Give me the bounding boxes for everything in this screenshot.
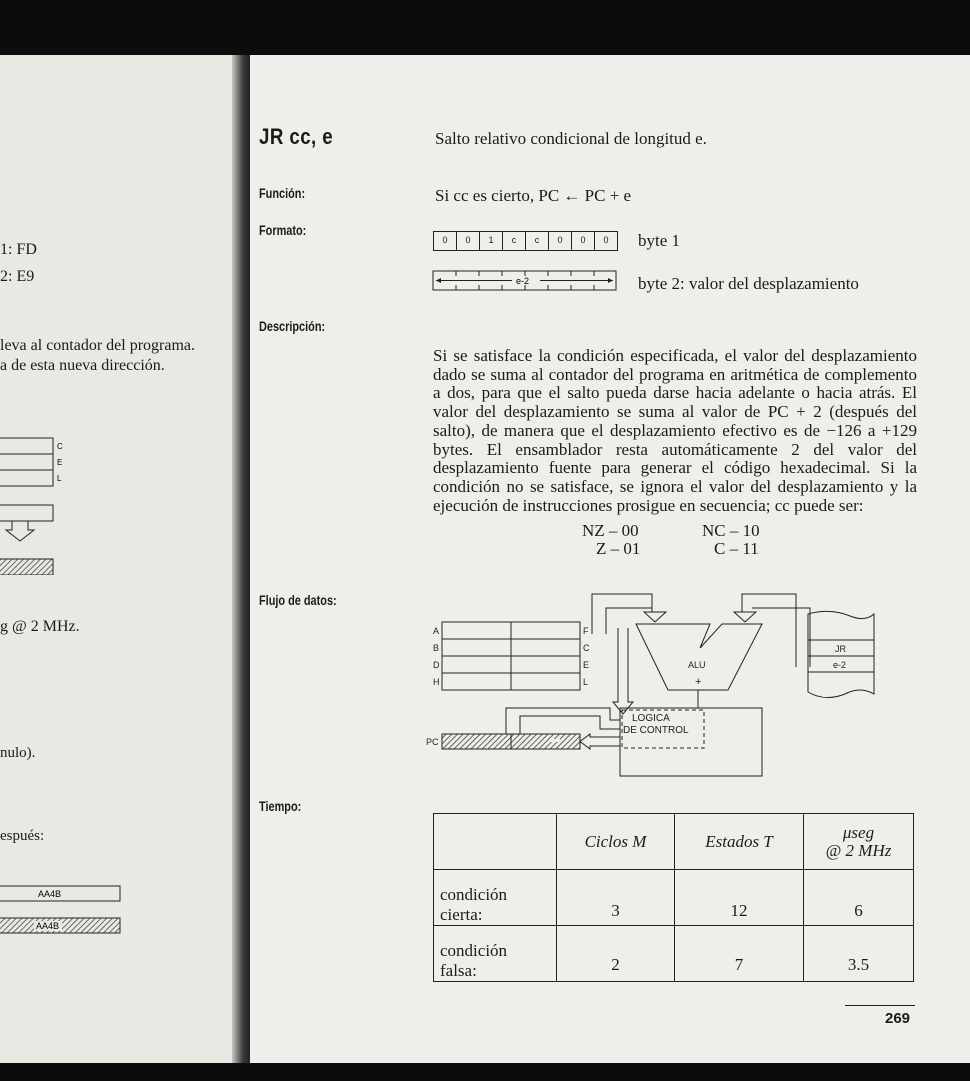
condition-nz: NZ – 00 (582, 521, 639, 540)
reg-label-l: L (583, 677, 589, 687)
byte2-field-label: e-2 (516, 276, 530, 286)
reg-label-a: A (433, 626, 440, 636)
left-register-diagram (0, 435, 70, 575)
instruction-title: JR cc, e (259, 124, 334, 149)
bit-cell: 0 (603, 235, 609, 245)
timing-useg: 3.5 (804, 926, 914, 982)
timing-ciclos: 2 (557, 926, 675, 982)
left-reg-label: L (57, 474, 62, 483)
reg-label-d: D (433, 660, 440, 670)
condition-nc: NC – 10 (702, 521, 760, 540)
timing-row-label: condición falsa: (434, 926, 557, 982)
timing-header-ciclos: Ciclos M (557, 814, 675, 870)
timing-useg: 6 (804, 870, 914, 926)
reg-label-h: H (433, 677, 440, 687)
timing-header-row (434, 814, 914, 870)
bit-cell: c (526, 232, 549, 250)
data-flow-diagram (420, 590, 882, 782)
memory-e2: e-2 (833, 660, 847, 670)
timing-ciclos: 3 (557, 870, 675, 926)
left-value-boxes (0, 883, 125, 943)
label-formato: Formato: (259, 222, 307, 238)
alu-plus: + (695, 676, 702, 688)
byte2-label: byte 2: valor del desplazamiento (638, 274, 859, 293)
timing-estados: 7 (675, 926, 804, 982)
byte2-field (432, 270, 618, 292)
timing-header-empty (434, 814, 557, 870)
timing-header-useg-unit: μseg (842, 822, 875, 842)
timing-estados: 12 (675, 870, 804, 926)
bit-cell: 0 (457, 232, 480, 250)
label-flujo: Flujo de datos: (259, 592, 337, 608)
timing-header-useg (804, 814, 914, 870)
timing-row (434, 926, 914, 982)
left-line: espués: (0, 828, 45, 844)
left-line: nulo). (0, 745, 36, 761)
reg-label-e: E (583, 660, 590, 670)
control-label-1: LOGICA (632, 713, 670, 724)
condition-z: Z – 01 (596, 539, 641, 558)
byte1-label: byte 1 (638, 231, 681, 250)
left-page (0, 55, 243, 1063)
instruction-summary: Salto relativo condicional de longitud e. (435, 129, 707, 148)
bit-cell: 0 (572, 232, 595, 250)
label-tiempo: Tiempo: (259, 798, 302, 814)
funcion-text: Si cc es cierto, PC ← PC + e (435, 186, 632, 205)
timing-row (434, 870, 914, 926)
left-line: g @ 2 MHz. (0, 618, 80, 635)
gutter (232, 55, 252, 1063)
reg-label-c: C (583, 643, 590, 653)
bit-cell: c (503, 232, 526, 250)
condition-c: C – 11 (714, 539, 759, 558)
descripcion-text: Si se satisface la condición especificada, el valor del desplazamiento dado se suma al contador del programa en aritmética de complemento a dos, para que el salto pueda darse hacia adelante o hacia atrás. El valor del desplazamiento se suma al valor de PC + 2 (después del salto), de manera que el desplazamiento efectivo es de −126 a +129 bytes. El ensamblador resta automáticamente 2 del valor del desplazamiento fuente para generar el código hexadecimal. Si la condición no se satisface, se ignora el valor del desplazamiento y la ejecución de instrucciones prosigue en secuencia; cc puede ser: (433, 346, 917, 515)
left-line: leva al contador del programa. (0, 337, 196, 354)
bit-cell: 0 (434, 232, 457, 250)
page-number-rule (845, 1005, 915, 1006)
label-descripcion: Descripción: (259, 318, 326, 334)
left-line: 1: FD (0, 241, 37, 258)
timing-row-label: condición cierta: (434, 870, 557, 926)
label-funcion: Función: (259, 185, 306, 201)
left-reg-label: E (57, 458, 63, 467)
left-reg-label: C (57, 442, 63, 451)
timing-header-useg-clock: @ 2 MHz (825, 840, 892, 860)
reg-label-b: B (433, 643, 440, 653)
left-line: a de esta nueva dirección. (0, 357, 165, 374)
alu-label: ALU (688, 660, 706, 670)
timing-table (433, 813, 914, 982)
byte1-bitfield (433, 231, 618, 251)
page-number: 269 (885, 1010, 911, 1027)
reg-label-f: F (583, 626, 589, 636)
control-label-2: DE CONTROL (623, 725, 689, 736)
left-line: 2: E9 (0, 268, 35, 285)
bit-cell: 0 (549, 232, 572, 250)
timing-header-estados: Estados T (675, 814, 804, 870)
bit-cell: 1 (480, 232, 503, 250)
memory-jr: JR (835, 644, 846, 654)
left-box-value: AA4B (38, 889, 62, 899)
left-box-value: AA4B (36, 921, 60, 931)
pc-label: PC (426, 737, 439, 747)
